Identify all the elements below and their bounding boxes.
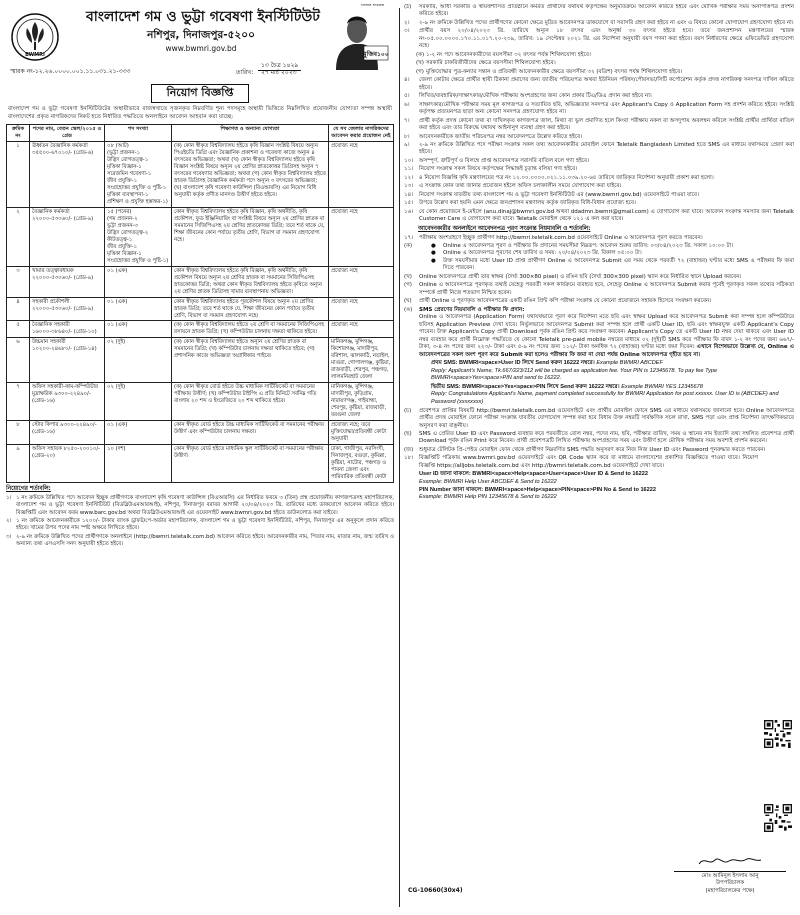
after-step [404, 447, 794, 454]
row-serial: ১ [7, 141, 30, 207]
pin-help-label: PIN Number জানা থাকলে: BWMRI<space>Help<space>PIN<space>PIN No & Send to 16222 [419, 486, 657, 493]
row-qualification: কোন স্বীকৃত বোর্ড হইতে উচ্চ মাধ্যমিক সার্টিফিকেট বা সমমানের পরীক্ষায় উত্তীর্ণ এবং কম্পিউটার চালনায় দক্ষতা। [172, 421, 329, 445]
row-district: প্রযোজ্য নহে [329, 297, 394, 321]
condition-item [404, 166, 794, 173]
row-serial: ৮ [7, 421, 30, 445]
row-serial: ৩ [7, 266, 30, 297]
after-step-number: (জ) [404, 446, 414, 453]
after-step-text: প্রবেশপত্র প্রাপ্তির বিষয়টি http://bwmri.teletalk.com.bd ওয়েবসাইটে এবং প্রার্থীর মোবাইল ফোনে SMS এর মাধ্যমে যথাসময়ে জানানো হবে। Online আবেদনপত্রে প্রার্থীর প্রদত্ত মোবাইল ফোনে পরীক্ষা সংক্রান্ত যাবতীয় যোগাযোগ সম্পন্ন করা হবে বিধায় উক্ত নম্বরটি সার্বক্ষণিক সচল রাখা, SMS পড়া এবং প্রাপ্ত নির্দেশনা তাৎক্ষণিকভাবে অনুসরণ করা বাঞ্ছনীয়। [419, 407, 794, 429]
condition-number: ৩। [404, 28, 410, 35]
condition-item [404, 209, 794, 224]
after-step [404, 408, 794, 430]
col-header-serial: ক্রমিক নং [7, 125, 30, 142]
sms-first-reply: Reply: Applicant's Name, Tk.667/223/112 will be charged as application fee. Your PIN is 12345678. To pay fee Type BWMRI<space>Yes<space>PIN and send to 16222. [431, 367, 718, 382]
col-header-district: যে সব জেলার নাগরিকদের আবেদন করার প্রয়োজন নেই [329, 125, 394, 142]
row-count: ১০ (দশ) [107, 446, 126, 453]
cg-code: CG-10660(30x4) [408, 886, 463, 894]
bullet-text: Online এ আবেদনপত্র পূরণ ও পরীক্ষার ফি প্রদানের সময়সীমা নিম্নরূপ: আবেদন শুরুর তারিখ: ০৩/০৪/২০২৩ খ্রি. সকাল ১০:০০ টা। [443, 243, 734, 249]
bwmri-logo [10, 12, 60, 62]
condition-number: (খ) [416, 60, 424, 67]
condition-item [404, 20, 794, 27]
after-step-text: শুধুমাত্র টেলিটক প্রি-পেইড মোবাইল ফোন থেকে প্রার্থীগণ নিম্নবর্ণিত SMS পদ্ধতি অনুসরণ করে নিজ নিজ User ID এবং Password পুনরুদ্ধার করতে পারবেন। [419, 446, 766, 453]
row-district: প্রযোজ্য নহে [329, 141, 394, 207]
apply-intro-number: ১৭। [404, 234, 414, 241]
row-district: প্রযোজ্য নহে [329, 321, 394, 338]
condition-number: ১৬। [404, 208, 414, 215]
condition-number: ১৫। [404, 200, 414, 207]
org-title: বাংলাদেশ গম ও ভুট্টা গবেষণা ইনস্টিটিউট [86, 9, 320, 25]
condition-text: ২-৯ নং ক্রমিকে উল্লিখিত পদের প্রার্থীগণকে অনলাইনে (http://bwmri.teletalk.com.bd) আবেদন করিতে হইবে। আবেদনকারীর নাম, পিতার নাম, মাতার নাম, জন্ম তারিখ ও অন্যান্য তথ্য এসএসসি সনদ অনুযায়ী হইতে হইবে। [16, 533, 394, 548]
left-column [6, 4, 394, 909]
sms-first-example: Example BWMRI ABCDEF [596, 360, 663, 367]
right-column [404, 4, 794, 909]
table-row [7, 338, 394, 383]
condition-number: ১৩। [404, 183, 414, 190]
after-step-number: (চ) [404, 407, 412, 414]
apply-ka-label: (ক) [404, 243, 413, 249]
org-website[interactable]: www.bwmri.gov.bd [165, 44, 237, 53]
apply-step-text: Online এ আবেদনপত্রে পূরণকৃত তথ্যই যেহেতু পরবর্তী সকল কার্যক্রমে ব্যবহৃত হবে, সেহেতু Online এ আবেদনপত্র Submit করার পূর্বেই পূরণকৃত সকল তথ্যের সঠিকতা সম্পর্কে প্রার্থী নিজে শতভাগ নিশ্চিত হবেন। [419, 282, 794, 296]
row-qualification: (ক) কোন স্বীকৃত বিশ্ববিদ্যালয় হইতে কৃষি বিজ্ঞান সংশ্লিষ্ট বিষয়ে অন্যূন পিএইচডি ডিগ্রি এবং বৈজ্ঞানিক প্রকাশনা ও গবেষণা কাজে অন্যূন ৪ বৎসরের অভিজ্ঞতা; অথবা (খ) কোন স্বীকৃত বিশ্ববিদ্যালয় হইতে কৃষি বিজ্ঞান সংশ্লিষ্ট বিষয়ে অন্যূন ২য় শ্রেণির স্নাতকোত্তর ডিগ্রিসহ অন্যূন ৭ বৎসরের গবেষণার অভিজ্ঞতা; অথবা (গ) কোন স্বীকৃত বিশ্ববিদ্যালয় হইতে স্নাতক ডিগ্রিসহ বৈজ্ঞানিক কর্মকর্তা পদে অন্যূন ৩ বৎসরের অভিজ্ঞতা; (ঘ) বাংলাদেশ কৃষি গবেষণা কাউন্সিল (বিএআরসি) এর নিয়োগ বিধি অনুযায়ী কর্তৃক প্রণীত মানদণ্ড উত্তীর্ণ হইতে হইবে। [172, 141, 329, 207]
row-district: মানিকগঞ্জ, মুন্সিগঞ্জ, কিশোরগঞ্জ, মাদারীপুর, বরিশাল, ঝালকাঠি, নড়াইল, মাগুরা, গোপালগঞ্জ, কুষ্টিয়া, রাজবাড়ী, শেরপুর, পঞ্চগড়, লালমনিরহাট জেলা [329, 338, 394, 383]
apply-bullets [419, 243, 794, 273]
row-count-cell [105, 445, 172, 483]
condition-item [404, 192, 794, 199]
condition-item [404, 158, 794, 165]
row-count: ০১ (এক) [107, 298, 128, 305]
row-post: অফিস সহকারী-কাম-কম্পিউটার মুদ্রাক্ষরিক ৯৩০০-২২৪৯০/- (গ্রেড-১৬) [30, 383, 105, 421]
table-row [7, 297, 394, 321]
bullet-text: উক্ত সময়সীমার মধ্যে User ID প্রাপ্ত প্রার্থীগণ Online এ আবেদনপত্র Submit এর সময় থেকে পরবর্তী ৭২ (বাহাত্তর) ঘণ্টার মধ্যে SMS এ পরীক্ষার ফি জমা দিতে পারবেন। [443, 257, 794, 272]
sms-first [431, 360, 794, 383]
after-steps [404, 408, 794, 455]
sms-second [431, 384, 794, 407]
condition-text: প্রার্থী কর্তৃক প্রদত্ত কোনো তথ্য বা দাখিলকৃত কাগজপত্র জাল, মিথ্যা বা ভুল প্রমাণিত হলে কিংবা পরীক্ষায় নকল বা অসদুপায় অবলম্বন করিলে সংশ্লিষ্ট প্রার্থীর প্রার্থিতা বাতিল করা হইবে এবং তার বিরুদ্ধে যথাযথ আইনানুগ ব্যবস্থা গ্রহণ করা হইবে। [419, 117, 794, 132]
row-count: ০১ (এক) [107, 322, 128, 329]
pin-help-example: Example: BWMRI Help PIN 12345678 & Send to 16222 [419, 494, 557, 501]
condition-item [404, 200, 794, 207]
condition-item [404, 60, 794, 67]
table-row [7, 445, 394, 483]
condition-number: ১৪। [404, 191, 414, 198]
row-district: প্রযোজ্য নহে [329, 266, 394, 297]
row-count: ০২ (দুই) [107, 384, 126, 391]
row-count-cell [105, 297, 172, 321]
condition-number: ১। [6, 495, 12, 502]
user-id-help [419, 471, 794, 501]
row-count-cell [105, 266, 172, 297]
row-district: প্রযোজ্য নহে [329, 207, 394, 266]
signature-block [674, 854, 786, 895]
condition-text: ১-২ নং পদে আবেদনকারীদের বয়সসীমা ৩২ বৎসর পর্যন্ত শিথিলযোগ্য হইবে। [426, 51, 591, 58]
table-row [7, 207, 394, 266]
apply-step-number: (গ) [404, 282, 412, 289]
condition-text: ৪ নিয়োগ বিজ্ঞপ্তি কৃষি মন্ত্রণালয়ের পত্র নং ১২.০০.০০০০.০২১.১১.০৩৯.২০-৬৫ তারিখে জারিকৃত নির্দেশনা অনুযায়ী প্রকাশ করা হলো। [419, 174, 714, 181]
row-district: মানিকগঞ্জ, মুন্সিগঞ্জ, মাদারীপুর, কুড়িগ্রাম, নারায়ণগঞ্জ, গাইবান্ধা, শেরপুর, কুষ্টিয়া, রাজবাড়ী, বরগুনা জেলা [329, 383, 394, 421]
row-qualification: (ক) কোন স্বীকৃত বিশ্ববিদ্যালয় হইতে অন্যূন ২য় শ্রেণির স্নাতক বা সমমানের ডিগ্রি; (খ) কম্পিউটার চালনায় দক্ষতা থাকিতে হইবে; (গ) প্রশাসনিক কাজে অভিজ্ঞতা অগ্রাধিকার পাইবে। [172, 338, 329, 383]
sms-section: (ঙ) SMS প্রেরণের নিয়মাবলি ও পরীক্ষার ফি প্রদান: Online এ আবেদনপত্র (Application Form) যথাযথভাবে পূরণ করে নির্দেশনা মতে ছবি এবং স্বাক্ষর Upload করে আবেদনপত্র Submit করা সম্পন্ন হলে কম্পিউটারে ছবিসহ Application Preview দেখা যাবে। নির্ভুলভাবে আবেদনপত্র Submit করা সম্পন্ন হলে প্রার্থী একটি User ID, ছবি এবং স্বাক্ষরযুক্ত একটি Applicant's Copy পাবেন। উক্ত Applicant's Copy প্রার্থী Download পূর্বক রঙিন প্রিন্ট করে সংরক্ষণ করবেন। Applicant's Copy তে একটি User ID নম্বর দেয়া থাকবে এবং User ID নম্বর ব্যবহার করে প্রার্থী নিম্নোক্ত পদ্ধতিতে যে কোনো Teletalk pre-paid mobile নম্বরের মাধ্যমে ০২ (দুই)টি SMS করে পরীক্ষার ফি বাবদ ১-২ নং পদের জন্য ৬৬৭/- টাকা, ৩-৪ নং পদের জন্য ২২৩/- টাকা এবং ৫-৯ নং পদের জন্য ১১২/- টাকা অনধিক ৭২ (বাহাত্তর) ঘণ্টার মধ্যে জমা দিবেন। এখানে বিশেষভাবে উল্লেখ্য যে, Online এ আবেদনপত্রের সকল অংশ পূরণ করে Submit করা হলেও পরীক্ষার ফি জমা না দেয়া পর্যন্ত Online আবেদনপত্র গৃহীত হবে না। [404, 306, 794, 358]
col-header-post: পদের নাম, বেতন স্কেল/২০১৫ ও গ্রেড [30, 125, 105, 142]
apply-step-text: প্রার্থী Online এ পূরণকৃত আবেদনপত্রের একটি রঙিন প্রিন্ট কপি পরীক্ষা সংক্রান্ত যে কোনো প্রয়োজনে সহায়ক হিসেবে সংরক্ষণ করবেন। [419, 298, 712, 305]
condition-number: ১২। [404, 174, 414, 181]
row-post: ঊর্ধ্বতন বৈজ্ঞানিক কর্মকর্তা ৩৫৫০০-৬৭০১০/- (গ্রেড-৬) [30, 141, 105, 207]
row-count: ০১ (এক) [107, 422, 128, 429]
row-count: ১৫ (পনের) [107, 208, 132, 215]
user-id-help-example: Example: BWMRI Help User ABCDEF & Send to 16222 [419, 478, 557, 485]
row-subjects: (ভুট্টা প্রজনন-১ উদ্ভিদ রোগতত্ত্ব-১ মৃত্তিকা বিজ্ঞান-১ সরেজমিন গবেষণা-১ জীব প্রযুক্তি-১ সংগ্রহোত্তর প্রযুক্তি ও পুষ্টি-১ মৃত্তিকা ব্যবস্থাপনা-১ প্রশিক্ষণ ও প্রযুক্তি হস্তান্তর-১) [107, 149, 168, 205]
condition-item [404, 77, 794, 92]
notice-title: নিয়োগ বিজ্ঞপ্তি [151, 84, 249, 103]
conditions-title: নিয়োগের শর্তাবলি: [6, 486, 51, 493]
row-count: ০১ (এক) [107, 267, 128, 274]
bullet-mark: ● [431, 250, 436, 257]
posts-table-body [7, 141, 394, 482]
condition-text: প্রার্থীর বয়স ২০/০৪/২০২৩ খ্রি. তারিখে অন্যূন ১৮ বৎসর এবং অনূর্ধ্ব ৩০ বৎসর হইতে হবে। তবে জনপ্রশাসন মন্ত্রণালয়ের স্মারক নং-০৫.০০.০০০০.১৭০.১১.০১৭.২০-২৩৯, তারিখ: ১৯ সেপ্টেম্বর ২০২১ খ্রি. এর নির্দেশনা অনুযায়ী বয়স গণনা করা হইবে। বয়স নির্ধারণের ক্ষেত্রে এফিডেভিট গ্রহণযোগ্য নহে। [419, 28, 794, 50]
user-id-help-label: User ID জানা থাকলে: BWMRI<space>Help<space>User<space>User ID & Send to 16222 [419, 471, 648, 478]
sms-title: SMS প্রেরণের নিয়মাবলি ও পরীক্ষার ফি প্রদান: [419, 306, 525, 313]
condition-item [404, 175, 794, 182]
condition-number: ১০। [404, 157, 414, 164]
qr-info: ১৮। বিজ্ঞপ্তিটি পত্রিকায় www.bwmri.gov.bd ওয়েবসাইটে এবং QR Code স্ক্যান করে বা মাধ্যমে বাংলাদেশের প্রকাশিত বিজ্ঞপ্তিতে পাওয়া যাবে। নিয়োগ বিজ্ঞপ্তি https://alljobs.teletalk.com.bd এবং http://bwmri.teletalk.com.bd ওয়েবসাইটে দেখা যাবে। [404, 455, 758, 469]
condition-number: ৩। [6, 533, 12, 540]
header [6, 4, 394, 82]
condition-number: ৪। [404, 77, 410, 84]
row-qualification: কোন স্বীকৃত বোর্ড হইতে মাধ্যমিক স্কুল সার্টিফিকেট বা সমমানের পরীক্ষায় উত্তীর্ণ। [172, 445, 329, 483]
mujib-badge: মুজিব১০০ [363, 51, 389, 58]
row-post: সহকারী প্রকৌশলী ২২০০০-৫৩০৬০/- (গ্রেড-৯) [30, 297, 105, 321]
signature-image [695, 854, 765, 868]
row-count-cell [105, 141, 172, 207]
bullet-item [431, 250, 794, 257]
condition-item [404, 28, 794, 50]
qr-info-text: বিজ্ঞপ্তিটি পত্রিকায় www.bwmri.gov.bd ওয়েবসাইটে এবং QR Code স্ক্যান করে বা মাধ্যমে বাংলাদেশের প্রকাশিত বিজ্ঞপ্তিতে পাওয়া যাবে। নিয়োগ বিজ্ঞপ্তি https://alljobs.teletalk.com.bd এবং http://bwmri.teletalk.com.bd ওয়েবসাইটে দেখা যাবে। [419, 455, 758, 469]
posts-table [6, 124, 394, 483]
apply-intro [404, 235, 794, 242]
row-qualification: কোন স্বীকৃত বিশ্ববিদ্যালয় হইতে পুরকৌশল বিষয়ে অন্যূন ২য় শ্রেণির স্নাতক ডিগ্রি; তবে শর্ত থাকে যে, শিক্ষা জীবনের কোন পর্যায়ে তৃতীয় শ্রেণি, বিভাগ বা সমমান গ্রহণযোগ্য নহে। [172, 297, 329, 321]
condition-item [404, 134, 794, 141]
condition-item [6, 495, 394, 517]
row-district: ঢাকা, গাজীপুর, নরসিংদী, দিনাজপুর, বগুড়া, কুমিল্লা, কুষ্টিয়া, নাটোর, পঞ্চগড় ও পাবনা জেলা এবং পারিবারিক প্রতিবন্ধী কোটা [329, 445, 394, 483]
column-divider [399, 8, 400, 907]
condition-text: সরকারি, আধা সরকারি ও স্বায়ত্তশাসিত প্রতিষ্ঠানে কর্মরত প্রার্থীদের যথাযথ কর্তৃপক্ষের অনুমতিক্রমে আবেদন করিতে হইবে এবং মৌখিক পরীক্ষার সময় অনাপত্তিপত্র প্রদর্শন করিতে হইবে। [419, 4, 794, 18]
row-serial: ৪ [7, 297, 30, 321]
condition-item [404, 69, 794, 76]
condition-text: ২-৯ নং ক্রমিকে উল্লিখিত পদে পরীক্ষা সংক্রান্ত সকল তথ্য আবেদনকারীর মোবাইল ফোনে Teletalk Bangladesh Limited হতে SMS এর মাধ্যমে যথাসময়ে প্রেরণ করা হইবে। [419, 141, 794, 156]
apply-intro-text: পরীক্ষায় অংশগ্রহণে ইচ্ছুক প্রার্থীগণ http://bwmri.teletalk.com.bd ওয়েবসাইটে Online এ আবেদনপত্র পূরণ করতে পারবেন। [419, 234, 703, 241]
table-row [7, 383, 394, 421]
after-step-number: (ছ) [404, 431, 412, 437]
condition-text: জেলা কোটার ক্ষেত্রে প্রার্থীর স্থায়ী ঠিকানা প্রমাণের জন্য জাতীয় পরিচয়পত্র অথবা ইউনিয়ন পরিষদ/পৌরসভা/সিটি কর্পোরেশন কর্তৃক প্রদত্ত নাগরিকত্ব সনদপত্র দাখিল করিতে হইবে। [419, 77, 794, 91]
row-post: স্টোর কিপার ৯৩০০-২২৪৯০/- (গ্রেড-১৬) [30, 421, 105, 445]
apply-step [404, 298, 794, 305]
apply-step-number: (ঘ) [404, 298, 412, 305]
signer-title: উপপরিচালক [715, 880, 745, 887]
portrait-image [328, 6, 390, 70]
condition-text: লিখিত/ব্যবহারিক/সাক্ষাৎকার/মৌখিক পরীক্ষায় অংশগ্রহণের জন্য কোন প্রকার টিএ/ডিএ প্রদান করা হইবে না। [419, 93, 652, 100]
condition-item [404, 183, 794, 190]
apply-step-number: (খ) [404, 273, 412, 280]
apply-ka [404, 243, 794, 273]
condition-number: ২। [6, 518, 12, 525]
apply-step [404, 274, 794, 281]
condition-text: উপরে উল্লেখ করা হয়নি এমন ক্ষেত্রে জনপ্রশাসন মন্ত্রণালয় কর্তৃক জারিকৃত বিধি-বিধান প্রযোজ্য হবে। [419, 200, 636, 207]
bullet-mark: ● [431, 243, 436, 249]
right-conditions-list [404, 4, 794, 224]
row-serial: ৫ [7, 321, 30, 338]
col-header-count: পদ সংখ্যা [105, 125, 172, 142]
condition-number: (ঠ) [404, 4, 412, 10]
condition-number: ৭। [404, 117, 410, 124]
condition-text: নিয়োগ সংক্রান্ত সকল বিষয়ে কর্তৃপক্ষের সিদ্ধান্তই চূড়ান্ত বলিয়া গণ্য হইবে। [419, 166, 578, 173]
reference-number: স্মারক নং-১২.২৬.০০০০.০০১.১১.০৩১.২১-৩৩৩ [10, 68, 131, 75]
condition-text: ১ নং ক্রমিকে আবেদনকারীকে ১২০০/- টাকার ব্যাংক ড্রাফট/পে-অর্ডার মহাপরিচালক, বাংলাদেশ গম ও ভুট্টা গবেষণা ইনস্টিটিউট, নশিপুর, দিনাজপুর এর অনুকূলে প্রদান করিতে হইবে। খামের উপর পদের নাম স্পষ্ট অক্ষরে লিখিতে হইবে। [16, 518, 394, 532]
condition-item [404, 118, 794, 133]
condition-number: ৯। [404, 141, 410, 148]
after-step [404, 431, 794, 446]
table-row [7, 421, 394, 445]
condition-number: ৮। [404, 133, 410, 140]
condition-number: (গ) [416, 68, 424, 75]
apply-step-text: Online আবেদনপত্রে প্রার্থী তার স্বাক্ষর (দৈর্ঘ্য 300×80 pixel) ও রঙিন ছবি (দৈর্ঘ্য 300×300 pixel) স্ক্যান করে নির্ধারিত স্থানে Upload করবেন। [419, 273, 742, 280]
condition-number: ৫। [404, 93, 410, 100]
row-post: খামার তত্ত্বাবধায়ক ২২০০০-৫৩০৬০/- (গ্রেড-৯) [30, 266, 105, 297]
row-count-cell [105, 421, 172, 445]
condition-text: ২-৯ নং ক্রমিকে উল্লিখিত পদের প্রার্থীগণের কোনো ক্ষেত্রে মুদ্রিত আবেদনপত্র ডাকযোগে বা সরাসরি গ্রহণ করা হইবে না এবং এ বিষয়ে কোনো যোগাযোগ গ্রহণযোগ্য হইবে না। [419, 19, 794, 26]
row-serial: ৭ [7, 383, 30, 421]
date-label: তারিখ: [236, 69, 254, 76]
condition-number: ৬। [404, 101, 410, 108]
row-count: ০২ (দুই) [107, 339, 126, 346]
condition-text: নিয়োগ সংক্রান্ত যাবতীয় তথ্য বাংলাদেশ গম ও ভুট্টা গবেষণা ইনস্টিটিউট এর (www.bwmri.gov.bd) ওয়েবসাইটে পাওয়া যাবে। [419, 191, 699, 198]
sms-intro: Online এ আবেদনপত্র (Application Form) যথাযথভাবে পূরণ করে নির্দেশনা মতে ছবি এবং স্বাক্ষর Upload করে আবেদনপত্র Submit করা সম্পন্ন হলে কম্পিউটারে ছবিসহ Application Preview দেখা যাবে। নির্ভুলভাবে আবেদনপত্র Submit করা সম্পন্ন হলে প্রার্থী একটি User ID, ছবি এবং স্বাক্ষরযুক্ত একটি Applicant's Copy পাবেন। উক্ত Applicant's Copy প্রার্থী Download পূর্বক রঙিন প্রিন্ট করে সংরক্ষণ করবেন। Applicant's Copy তে একটি User ID নম্বর দেয়া থাকবে এবং User ID নম্বর ব্যবহার করে প্রার্থী নিম্নোক্ত পদ্ধতিতে যে কোনো Teletalk pre-paid mobile নম্বরের মাধ্যমে ০২ (দুই)টি SMS করে পরীক্ষার ফি বাবদ ১-২ নং পদের জন্য ৬৬৭/- টাকা, ৩-৪ নং পদের জন্য ২২৩/- টাকা এবং ৫-৯ নং পদের জন্য ১১২/- টাকা অনধিক ৭২ (বাহাত্তর) ঘণ্টার মধ্যে জমা দিবেন। [419, 314, 794, 351]
row-count-cell [105, 321, 172, 338]
condition-item [404, 52, 794, 59]
bullet-text: Online এ আবেদনপত্র পূরণের শেষ তারিখ ও সময়: ২০/০৪/২০২৩ খ্রি. বিকাল ০৫:০০ টা। [443, 250, 642, 257]
condition-text: ১ নং ক্রমিকে উল্লিখিত পদে আবেদন ইচ্ছুক প্রার্থীগণকে বাংলাদেশ কৃষি গবেষণা কাউন্সিল (বিএআরসি) এর নির্ধারিত ফরমে ৩ (তিন) প্রস্থ প্রয়োজনীয় কাগজপত্রসহ মহাপরিচালক, বাংলাদেশ গম ও ভুট্টা গবেষণা ইনস্টিটিউট (বিডব্লিউএমআরআই), নশিপুর, দিনাজপুর বরাবর আগামী ২০/০৪/২০২৩ খ্রি. তারিখের মধ্যে ডাকযোগে আবেদন করিতে হইবে। বিজ্ঞপ্তিটি এবং আবেদন ফরম www.barc.gov.bd অথবা বিডব্লিউএমআরআই এর ওয়েবসাইট www.bwmri.gov.bd হইতে ডাউনলোড করা যাইবে। [16, 495, 394, 516]
row-post: অফিস সহায়ক ৮২৫০-২০০১০/- (গ্রেড-২০) [30, 445, 105, 483]
row-count-cell [105, 207, 172, 266]
table-row [7, 266, 394, 297]
row-post: উচ্চমান সহকারী ১০২০০-২৪৬৮০/- (গ্রেড-১৪) [30, 338, 105, 383]
condition-number: ২। [404, 19, 410, 26]
row-district: প্রযোজ্য নহে; তবে মুক্তিযোদ্ধা/প্রতিবন্ধী কোটা অনুযায়ী [329, 421, 394, 445]
condition-text: সরকারি চাকরিজীবীদের ক্ষেত্রে বয়সসীমা শিথিলযোগ্য হইবে। [426, 60, 556, 67]
row-count-cell [105, 338, 172, 383]
condition-text: অসম্পূর্ণ, ত্রুটিপূর্ণ ও বিলম্বে প্রাপ্ত আবেদনপত্র সরাসরি বাতিল বলে গণ্য হইবে। [419, 157, 590, 164]
condition-item [404, 102, 794, 117]
condition-text: মুক্তিযোদ্ধার পুত্র-কন্যার সন্তান ও প্রতিবন্ধী আবেদনকারীর ক্ষেত্রে বয়সসীমা ৩২ (বত্রিশ) বৎসর পর্যন্ত শিথিলযোগ্য হইবে। [426, 68, 683, 75]
row-qualification: (ক) কোন স্বীকৃত বোর্ড হইতে উচ্চ মাধ্যমিক সার্টিফিকেট বা সমমানের পরীক্ষায় উত্তীর্ণ; (খ) কম্পিউটার টাইপিং এ প্রতি মিনিটে সর্বনিম্ন গতি বাংলায় ২০ শব্দ ও ইংরেজিতে ২০ শব্দ থাকিতে হইবে। [172, 383, 329, 421]
col-header-qualification: শিক্ষাগত ও অন্যান্য যোগ্যতা [172, 125, 329, 142]
condition-item [404, 4, 794, 19]
signer-name: মোঃ আমিনুল ইসলাম আনু [701, 872, 759, 879]
qr-code-icon-2[interactable] [764, 804, 792, 832]
sms-second-example: Example BWMRI YES 12345678 [621, 383, 703, 390]
table-row [7, 141, 394, 207]
bullet-mark: ● [431, 257, 436, 264]
sms-first-label: প্রথম SMS: BWMRI<space>User ID লিখে Send করুন 16222 নম্বরে। [431, 360, 595, 367]
condition-text: সাক্ষাৎকার/মৌখিক পরীক্ষার সময় মূল কাগজপত্র ও সত্যায়িত ছবি, অভিজ্ঞতার সনদপত্র এবং Applicant's Copy ও Application Form সহ প্রদর্শন করিতে হইবে। সংশ্লিষ্ট কর্তৃপক্ষ প্রত্যয়নপত্র ছাড়া অন্য কোনো সনদপত্র গ্রহণযোগ্য হইবে না। [419, 101, 794, 116]
bullet-item [431, 258, 794, 273]
conditions-list [6, 495, 394, 548]
date-bangla: ১৩ চৈত্র ১৪২৯ [258, 62, 301, 71]
condition-text: আবেদনকারীকে জাতীয় পরিচয়পত্র নম্বর আবেদনপত্রে উল্লেখ করিতে হইবে। [419, 133, 583, 140]
org-address: নশিপুর, দিনাজপুর-৫২০০ [147, 29, 255, 41]
qr-code-icon[interactable] [764, 720, 792, 748]
table-row [7, 321, 394, 338]
apply-title: আবেদনকারীর অনলাইনে আবেদনপত্র পূরণ সংক্রান্ত নিয়মাবলি ও শর্তাবলি: [418, 225, 591, 232]
sms-second-reply: Reply: Congratulations Applicant's Name, payment completed successfully for BWMRI Application for post xxxxxx. User ID is (ABCDEF) and Password (xxxxxxxx) [431, 391, 779, 405]
condition-text: এ সংক্রান্ত কোন তথ্য জানার প্রয়োজন হইলে অফিস চলাকালীন সময়ে যোগাযোগ করা যাইবে। [419, 183, 622, 190]
apply-steps [404, 274, 794, 306]
condition-item [404, 93, 794, 100]
table-header-row [7, 125, 394, 142]
condition-item [6, 534, 394, 549]
row-count: ০৮ (আট) [107, 142, 129, 149]
row-qualification: (ক) কোন স্বীকৃত বিশ্ববিদ্যালয় হইতে ২য় শ্রেণি বা সমমানের সিজিপিএসহ রসায়নে স্নাতক ডিগ্রি; (খ) কম্পিউটার চালনায় দক্ষতা থাকিতে হইবে। [172, 321, 329, 338]
row-post: বৈজ্ঞানিক কর্মকর্তা ২২০০০-৫৩০৬০/- (গ্রেড-৯) [30, 207, 105, 266]
row-count-cell [105, 383, 172, 421]
row-serial: ৬ [7, 338, 30, 383]
sms-warning: এখানে বিশেষভাবে উল্লেখ্য যে, Online এ আবেদনপত্রের সকল অংশ পূরণ করে Submit করা হলেও পরীক্ষার ফি জমা না দেয়া পর্যন্ত Online আবেদনপত্র গৃহীত হবে না। [419, 344, 794, 358]
condition-item [6, 518, 394, 533]
notice-intro: বাংলাদেশ গম ও ভুট্টা গবেষণা ইনস্টিটিউটের অস্থায়ীভাবে রাজস্বখাতে সৃজনকৃত নিম্নবর্ণিত শূন্য পদসমূহে অস্থায়ী ভিত্তিতে নিম্নলিখিত প্রয়োজনীয় যোগ্যতা সম্পন্ন অস্থায়ী বাংলাদেশের প্রকৃত নাগরিকদের নিকট হতে নির্ধারিত পদ্ধতিতে অনলাইনে আবেদন আহবান করা যাচ্ছে: [8, 105, 392, 120]
signer-office: (মহাপরিচালকের পক্ষে) [705, 887, 755, 894]
condition-number: (ক) [416, 51, 425, 58]
condition-number: ১১। [404, 166, 414, 173]
after-step-text: SMS এ প্রেরিত User ID এবং Password ব্যবহার করে পরবর্তীতে রোল নম্বর, পদের নাম, ছবি, পরীক্ষার তারিখ, সময় ও স্থানের নাম ইত্যাদি তথ্য সম্বলিত প্রবেশপত্র প্রার্থী Download পূর্বক রঙিন Print করে নিবেন। প্রার্থী প্রবেশপত্রটি লিখিত পরীক্ষায় অংশগ্রহণের সময় এবং উত্তীর্ণ হলে মৌখিক পরীক্ষার সময় অবশ্যই প্রদর্শন করবেন। [419, 431, 794, 445]
row-subjects: (গম প্রজনন-২ ভুট্টা প্রজনন-৩ উদ্ভিদ রোগতত্ত্ব-২ কীটতত্ত্ব-১ জীব প্রযুক্তি-১ মৃত্তিকা বিজ্ঞান-১ সংগ্রহোত্তর প্রযুক্তি ও পুষ্টি-১) [107, 215, 169, 264]
row-post: বৈজ্ঞানিক সহকারী ১৬০০০-৩৮৬৪০/- (গ্রেড-১০) [30, 321, 105, 338]
row-serial: ২ [7, 207, 30, 266]
condition-item [404, 142, 794, 157]
sms-second-label: দ্বিতীয় SMS: BWMRI<space>Yes<space>PIN লিখে Send করুন 16222 নম্বরে। [431, 383, 620, 390]
date-gregorian: ২৭ মার্চ ২০২৩ [261, 69, 297, 76]
apply-step [404, 282, 794, 297]
condition-text: যে কোন প্রয়োজনে ই-মেইলে (anu.dinaj@bwmri.gov.bd অথবা ddadmn.bwmri@gmail.com) এ যোগাযোগ করা যাবে। আবেদন সংক্রান্ত সমস্যার জন্য Teletalk Customer Care এ যোগাযোগ করা যাবে। Teletalk মোবাইল থেকে ১২১ এ কল করা যাবে। [419, 208, 794, 223]
row-serial: ৯ [7, 445, 30, 483]
row-qualification: কোন স্বীকৃত বিশ্ববিদ্যালয় হইতে কৃষি বিজ্ঞান, কৃষি অর্থনীতি, কৃষি প্রকৌশল, ফুড ইঞ্জিনিয়ারিং বা সংশ্লিষ্ট বিষয়ে অন্যূন ২য় শ্রেণির স্নাতক বা সমমানের সিজিপিএসহ ২য় শ্রেণির স্নাতকোত্তর ডিগ্রি; তবে শর্ত থাকে যে, শিক্ষা জীবনের কোন পর্যায়ে তৃতীয় শ্রেণি, বিভাগ বা সমমান গ্রহণযোগ্য নহে। [172, 207, 329, 266]
logo-text: BWMRI [25, 52, 45, 58]
row-qualification: কোন স্বীকৃত বিশ্ববিদ্যালয় হইতে কৃষি বিজ্ঞান, কৃষি অর্থনীতি, কৃষি প্রকৌশল বিষয়ে অন্যূন ২য় শ্রেণির স্নাতক বা সমমানের সিজিপিএসহ স্নাতকোত্তর ডিগ্রি; অথবা কোন স্বীকৃত বিশ্ববিদ্যালয় হইতে কৃষিতে অন্যূন ২য় শ্রেণির স্নাতক ডিগ্রিসহ খামার ব্যবস্থাপনায় অভিজ্ঞতা। [172, 266, 329, 297]
